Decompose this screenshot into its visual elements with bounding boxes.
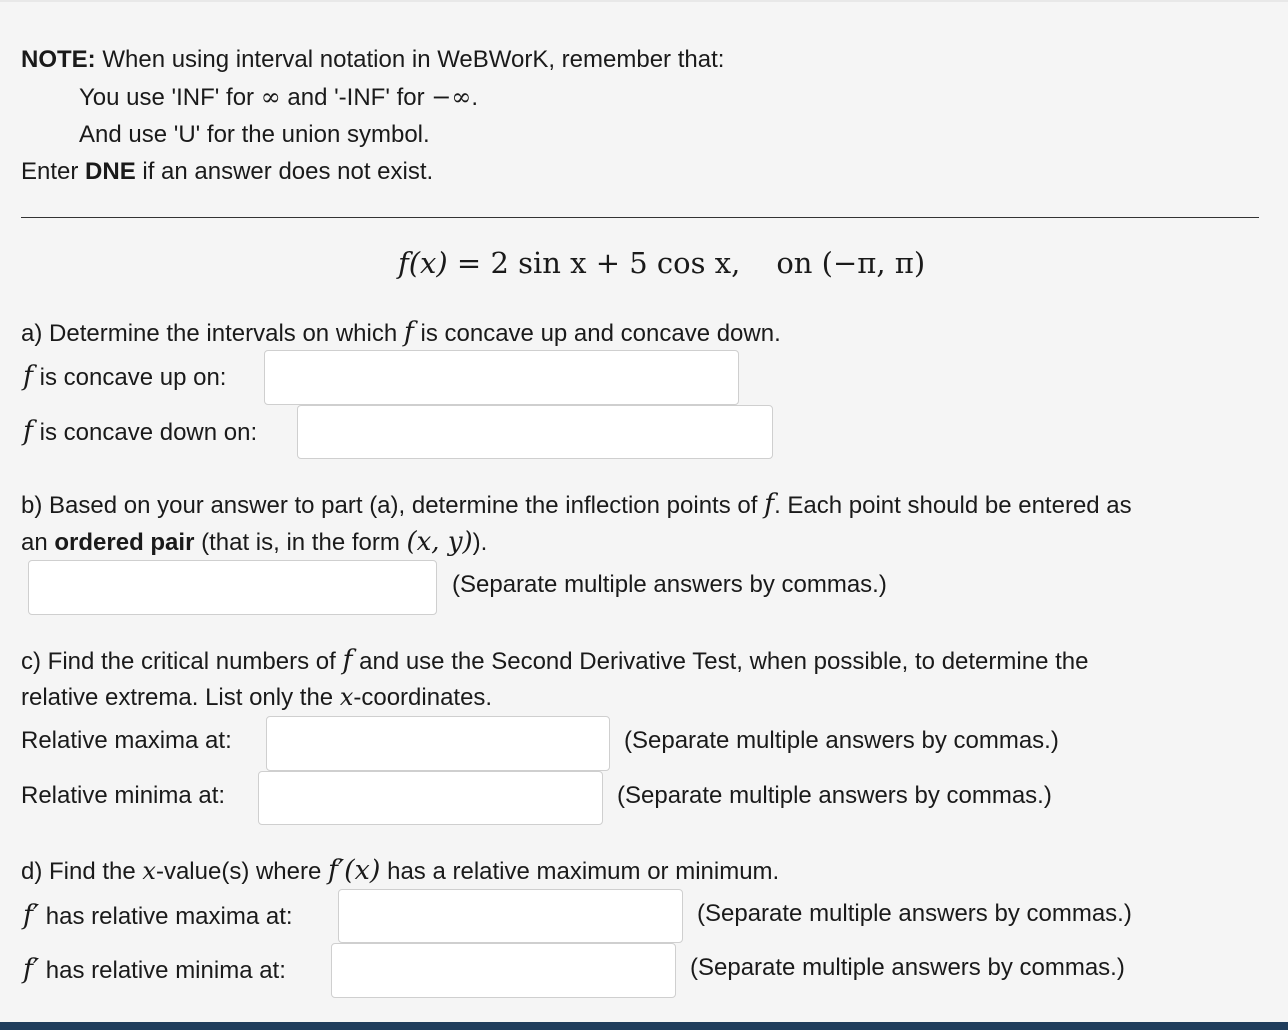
relative-minima-input[interactable] (258, 771, 603, 825)
union-instruction: And use 'U' for the union symbol. (79, 121, 430, 148)
fprime-minima-hint: (Separate multiple answers by commas.) (690, 954, 1125, 981)
footer-bar (0, 1022, 1288, 1030)
inf-text-a: You use 'INF' for (79, 84, 261, 111)
part-a-text-a: a) Determine the intervals on which (21, 320, 404, 347)
part-b-text-d: (that is, in the form (194, 529, 407, 556)
inf-instruction (79, 85, 478, 110)
part-d-x: x (142, 857, 156, 885)
inf-text-b: and '-INF' for (280, 84, 432, 111)
note-line (21, 48, 724, 72)
part-c-question-line1 (21, 647, 1088, 674)
part-c-text-a: c) Find the critical numbers of (21, 648, 343, 675)
top-border (0, 0, 1288, 2)
fprime-maxima-hint: (Separate multiple answers by commas.) (697, 900, 1132, 927)
part-c-text-b: and use the Second Derivative Test, when possible, to determine the (352, 648, 1089, 675)
part-b-question-line2 (21, 529, 487, 555)
part-c-question-line2 (21, 685, 492, 710)
part-a-text-b: is concave up and concave down. (413, 320, 781, 347)
neg-infinity-symbol: −∞ (431, 83, 472, 111)
note-label: NOTE: (21, 46, 96, 73)
concave-up-text: is concave up on: (33, 364, 227, 391)
part-b-question-line1 (21, 491, 1132, 518)
fprime-minima-input[interactable] (331, 943, 676, 998)
dne-keyword: DNE (85, 158, 136, 185)
part-d-text-b: -value(s) where (155, 858, 329, 885)
part-a-f: f (403, 317, 414, 348)
part-b-text-e: ). (472, 529, 488, 556)
fprime-maxima-label (23, 902, 293, 929)
fprime-min-text: has relative minima at: (39, 957, 286, 984)
relative-minima-label: Relative minima at: (21, 782, 226, 809)
part-d-question (21, 857, 779, 884)
ordered-pair-keyword: ordered pair (54, 529, 195, 556)
relative-minima-hint: (Separate multiple answers by commas.) (617, 782, 1052, 809)
equation-rhs: = 2 sin x + 5 cos x, (447, 246, 741, 280)
relative-maxima-label: Relative maxima at: (21, 727, 232, 754)
xy-pair-math: (x, y) (406, 527, 473, 557)
fprime-minima-label (23, 956, 286, 983)
note-text: When using interval notation in WeBWorK, remember that: (95, 46, 725, 73)
concave-down-input[interactable] (297, 405, 773, 459)
relative-maxima-input[interactable] (266, 716, 610, 771)
concave-up-input[interactable] (264, 350, 739, 405)
part-d-text-c: has a relative maximum or minimum. (380, 858, 780, 885)
dne-text-a: Enter (21, 158, 86, 185)
part-c-x: x (339, 683, 354, 711)
fprime-max-symbol: f′ (23, 900, 40, 931)
part-b-text-c: an (21, 529, 55, 556)
equation-lhs: f(x) (398, 246, 448, 280)
equation-domain: on (−π, π) (776, 246, 926, 280)
part-c-text-c: relative extrema. List only the (21, 684, 340, 711)
divider (21, 217, 1259, 218)
part-c-text-d: -coordinates. (353, 684, 493, 711)
dne-instruction (21, 160, 433, 184)
concave-up-label (23, 363, 226, 390)
inflection-points-hint: (Separate multiple answers by commas.) (452, 571, 887, 598)
infinity-symbol: ∞ (260, 83, 281, 111)
concave-down-label (23, 418, 257, 445)
part-b-f: f (764, 489, 775, 520)
part-b-text-a: b) Based on your answer to part (a), determine the inflection points of (21, 492, 765, 519)
inf-text-c: . (471, 84, 479, 111)
part-d-text-a: d) Find the (21, 858, 143, 885)
fprime-max-text: has relative maxima at: (39, 903, 293, 930)
inflection-points-input[interactable] (28, 560, 437, 615)
function-equation (398, 246, 926, 280)
concave-down-text: is concave down on: (33, 419, 258, 446)
relative-maxima-hint: (Separate multiple answers by commas.) (624, 727, 1059, 754)
concave-down-f: f (23, 416, 33, 447)
fprime-maxima-input[interactable] (338, 889, 683, 943)
part-b-text-b: . Each point should be entered as (774, 492, 1132, 519)
concave-up-f: f (23, 361, 33, 392)
f-prime-math: f′(x) (328, 855, 381, 886)
fprime-min-symbol: f′ (23, 954, 40, 985)
part-a-question (21, 319, 781, 346)
dne-text-c: if an answer does not exist. (135, 158, 434, 185)
part-c-f: f (342, 645, 353, 676)
